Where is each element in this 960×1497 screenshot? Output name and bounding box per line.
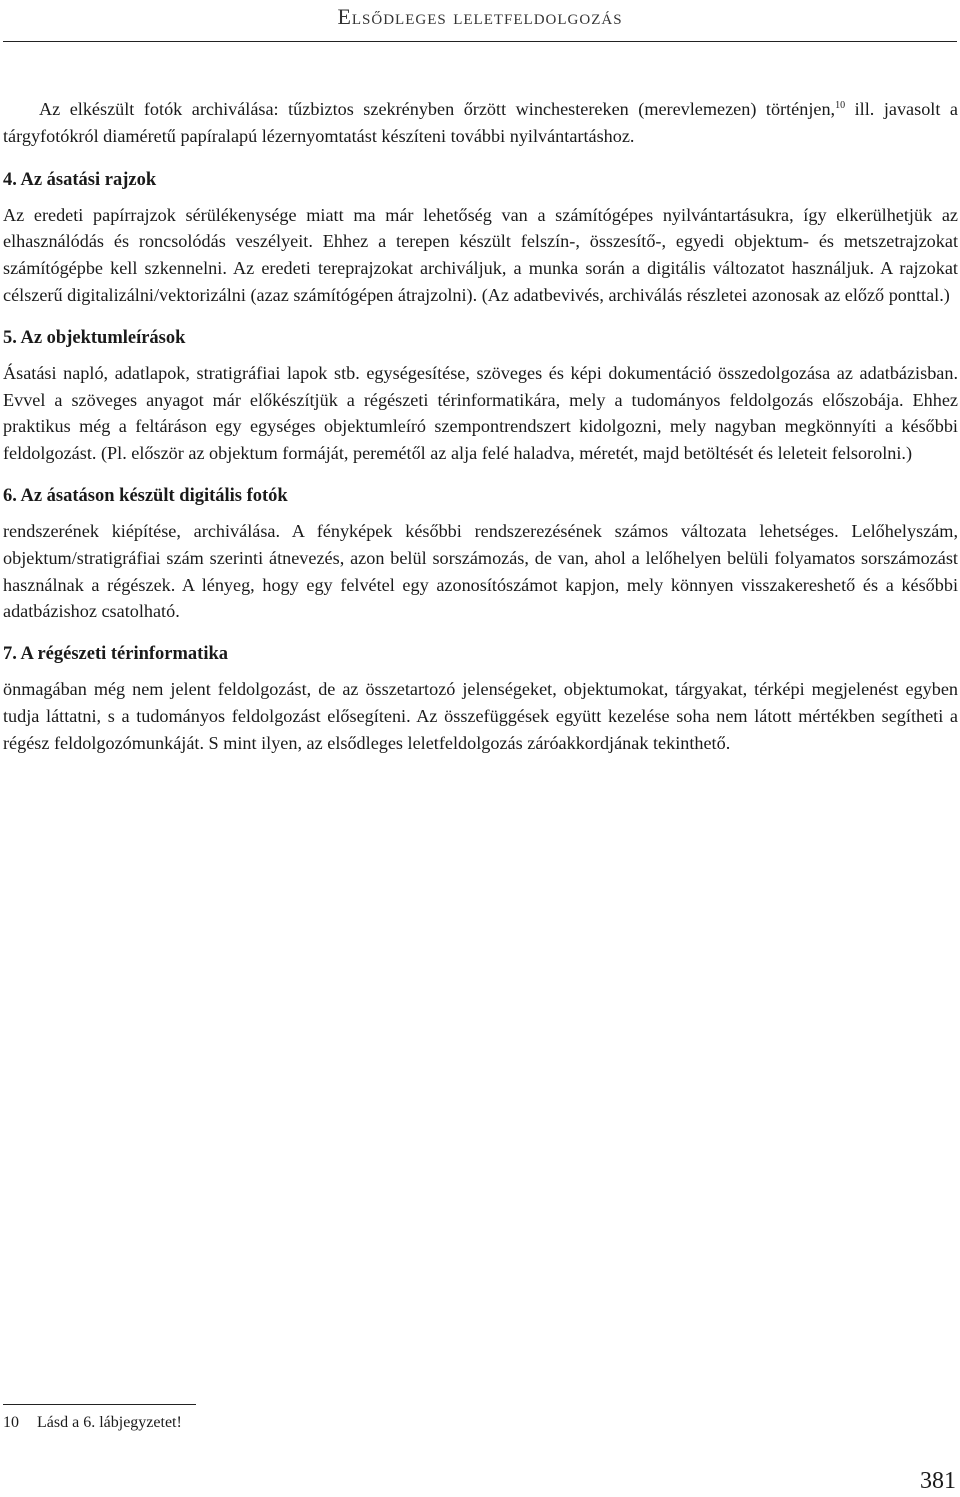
footnote-number: 10 — [3, 1414, 19, 1431]
section-body-5: Ásatási napló, adatlapok, stratigráfiai lapok stb. egységesítése, szöveges és képi dokumentáció összedolgozása az adatbázisban. Evvel a szöveges anyagot már előkészítjük a régészeti térinformatikára, mely a tudományos feldolgozás előszobája. Ehhez praktikus még a feltáráson egy egységes objektumleíró szempontrendszert kidolgozni, mely nagyban megkönnyíti a későbbi feldolgozást. (Pl. először az objektum formáját, peremétől az alja felé haladva, méretét, majd betöltését és leleteit felsorolni.) — [3, 362, 958, 464]
running-head: Elsődleges leletfeldolgozás — [337, 4, 623, 29]
footnote-reference[interactable]: 10 — [835, 99, 846, 111]
header-rule — [3, 41, 957, 42]
intro-text-continued: ill. javasolt a tárgyfotókról diaméretű papíralapú lézernyomtatást készíteni további nyilvántartáshoz. — [3, 99, 958, 146]
intro-text: Az elkészült fotók archiválása: tűzbiztos szekrényben őrzött winchestereken (merevlemezen) történjen, — [39, 99, 836, 119]
section-heading-4: 4. Az ásatási rajzok — [3, 169, 157, 190]
footnote — [3, 1414, 182, 1432]
footnote-rule — [3, 1404, 196, 1405]
section-body-4: Az eredeti papírrajzok sérülékenysége miatt ma már lehetőség van a számítógépes nyilvántartásukra, így elkerülhetjük az elhasználódás és roncsolódás veszélyeit. Ehhez a terepen készült felszín-, összesítő-, egyedi objektum- és metszetrajzokat számítógépbe kell szkennelni. Az eredeti tereprajzokat archiváljuk, a munka során a digitális változatot használjuk. A rajzokat célszerű digitalizálni/vektorizálni (azaz számítógépen átrajzolni). (Az adatbevivés, archiválás részletei azonosak az előző ponttal.) — [3, 204, 958, 305]
section-heading-7: 7. A régészeti térinformatika — [3, 644, 229, 665]
section-heading-6: 6. Az ásatáson készült digitális fotók — [3, 485, 288, 506]
intro-paragraph — [3, 96, 958, 150]
section-body-7: önmagában még nem jelent feldolgozást, de az összetartozó jelenségeket, objektumokat, tárgyakat, térképi megjelenést egyben tudja láttatni, s a tudományos feldolgozást elősegíteni. Az összefüggések együtt kezelése soha nem látott mértékben segítheti a régész feldolgozómunkáját. S mint ilyen, az elsődleges leletfeldolgozás záróakkordjának tekinthető. — [3, 679, 958, 753]
page-number: 381 — [920, 1468, 956, 1494]
page-body — [3, 96, 958, 757]
section-heading-5: 5. Az objektumleírások — [3, 327, 186, 348]
section-body-6: rendszerének kiépítése, archiválása. A fényképek későbbi rendszerezésének számos változata lehetséges. Lelőhelyszám, objektum/stratigráfiai szám szerinti átnevezés, azon belül sorszámozás, de van, ahol a lelőhelyen belüli folyamatos sorszámozást használnak a régészek. A lényeg, hogy egy felvétel egy azonosítószámot kapjon, mely könnyen visszakereshető és a későbbi adatbázishoz csatolható. — [3, 520, 958, 622]
footnote-text: Lásd a 6. lábjegyzetet! — [37, 1414, 182, 1431]
